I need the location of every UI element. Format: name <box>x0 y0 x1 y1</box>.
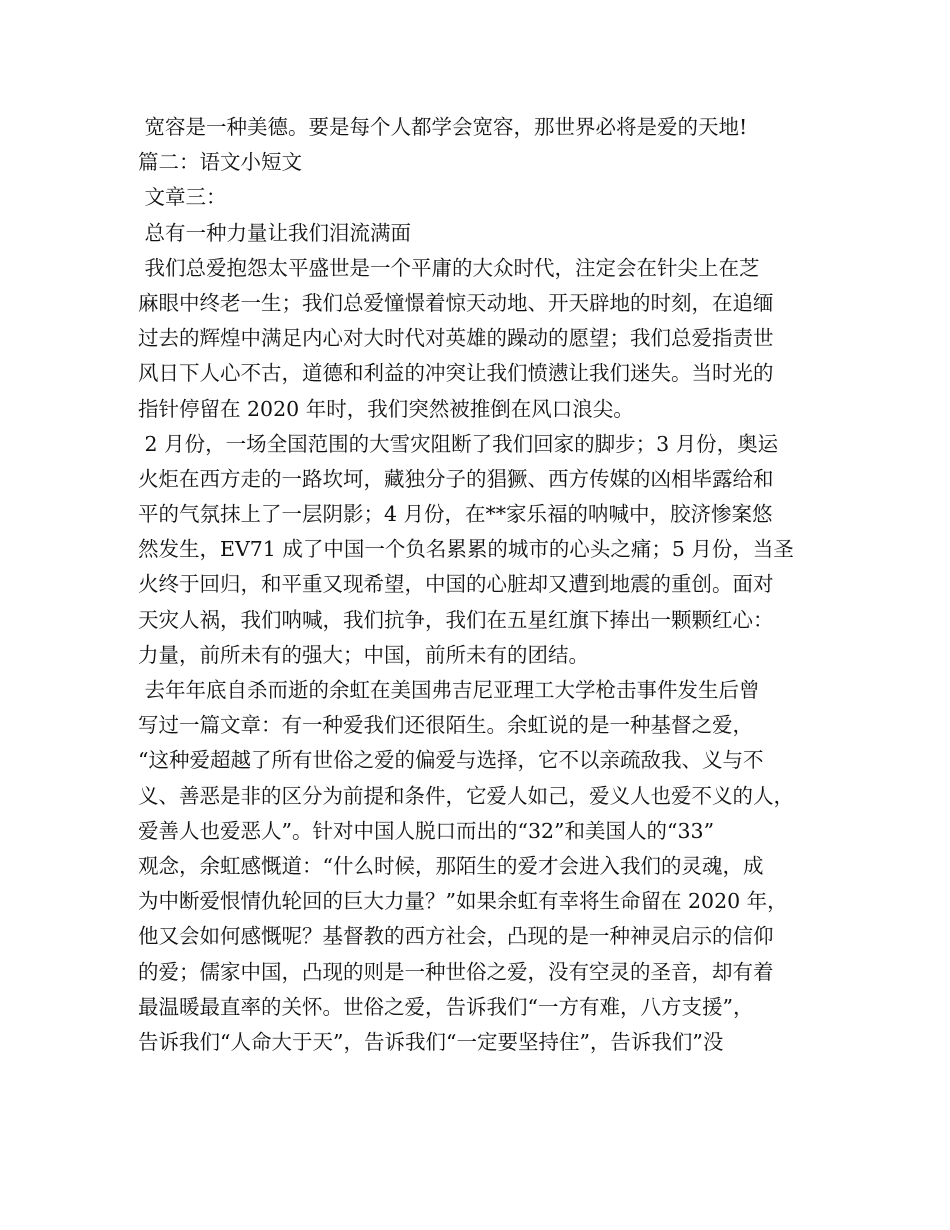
text-line: 文章三： <box>138 185 227 210</box>
document-body <box>138 110 838 1060</box>
text-line: 他又会如何感慨呢？基督教的西方社会，凸现的是一种神灵启示的信仰 <box>138 924 774 949</box>
text-line: 我们总爱抱怨太平盛世是一个平庸的大众时代，注定会在针尖上在芝 <box>138 255 760 280</box>
text-line: 2 月份，一场全国范围的大雪灾阻断了我们回家的脚步；3 月份，奥运 <box>138 431 779 456</box>
text-line: 火炬在西方走的一路坎坷，藏独分子的猖獗、西方传媒的凶相毕露给和 <box>138 466 774 491</box>
text-line: 然发生，EV71 成了中国一个负名累累的城市的心头之痛；5 月份，当圣 <box>138 537 794 562</box>
text-line: 爱善人也爱恶人”。针对中国人脱口而出的“32”和美国人的“33” <box>138 818 715 843</box>
text-line: 天灾人祸，我们呐喊，我们抗争，我们在五星红旗下捧出一颗颗红心： <box>138 607 774 632</box>
text-line: 麻眼中终老一生；我们总爱憧憬着惊天动地、开天辟地的时刻，在追缅 <box>138 290 774 315</box>
text-line: 去年年底自杀而逝的余虹在美国弗吉尼亚理工大学枪击事件发生后曾 <box>138 678 760 702</box>
article-title: 总有一种力量让我们泪流满面 <box>138 220 412 245</box>
text-line: 力量，前所未有的强大；中国，前所未有的团结。 <box>138 642 589 667</box>
text-line: 平的气氛抹上了一层阴影；4 月份，在**家乐福的呐喊中，胶济惨案悠 <box>138 502 773 527</box>
text-line: 过去的辉煌中满足内心对大时代对英雄的躁动的愿望；我们总爱指责世 <box>138 326 774 351</box>
text-line: 指针停留在 2020 年时，我们突然被推倒在风口浪尖。 <box>138 396 634 421</box>
text-line: 最温暖最直率的关怀。世俗之爱，告诉我们“一方有难，八方支援”， <box>138 994 754 1019</box>
text-line: 火终于回归，和平重又现希望，中国的心脏却又遭到地震的重创。面对 <box>138 572 774 597</box>
text-line: 为中断爱恨情仇轮回的巨大力量？”如果余虹有幸将生命留在 2020 年， <box>138 889 788 914</box>
text-line: “这种爱超越了所有世俗之爱的偏爱与选择，它不以亲疏敌我、义与不 <box>138 748 764 773</box>
text-line: 写过一篇文章：有一种爱我们还很陌生。余虹说的是一种基督之爱， <box>138 713 753 738</box>
text-line: 的爱；儒家中国，凸现的则是一种世俗之爱，没有空灵的圣音，却有着 <box>138 959 774 984</box>
section-heading: 篇二：语文小短文 <box>138 150 302 175</box>
text-line: 风日下人心不古，道德和利益的冲突让我们愤懑让我们迷失。当时光的 <box>138 361 774 386</box>
text-line: 观念，余虹感慨道：“什么时候，那陌生的爱才会进入我们的灵魂，成 <box>138 853 764 878</box>
text-line: 义、善恶是非的区分为前提和条件，它爱人如己，爱义人也爱不义的人， <box>138 783 794 808</box>
text-line: 宽容是一种美德。要是每个人都学会宽容，那世界必将是爱的天地! <box>138 115 748 139</box>
text-line: 告诉我们“人命大于天”，告诉我们“一定要坚持住”，告诉我们”没 <box>138 1029 724 1054</box>
